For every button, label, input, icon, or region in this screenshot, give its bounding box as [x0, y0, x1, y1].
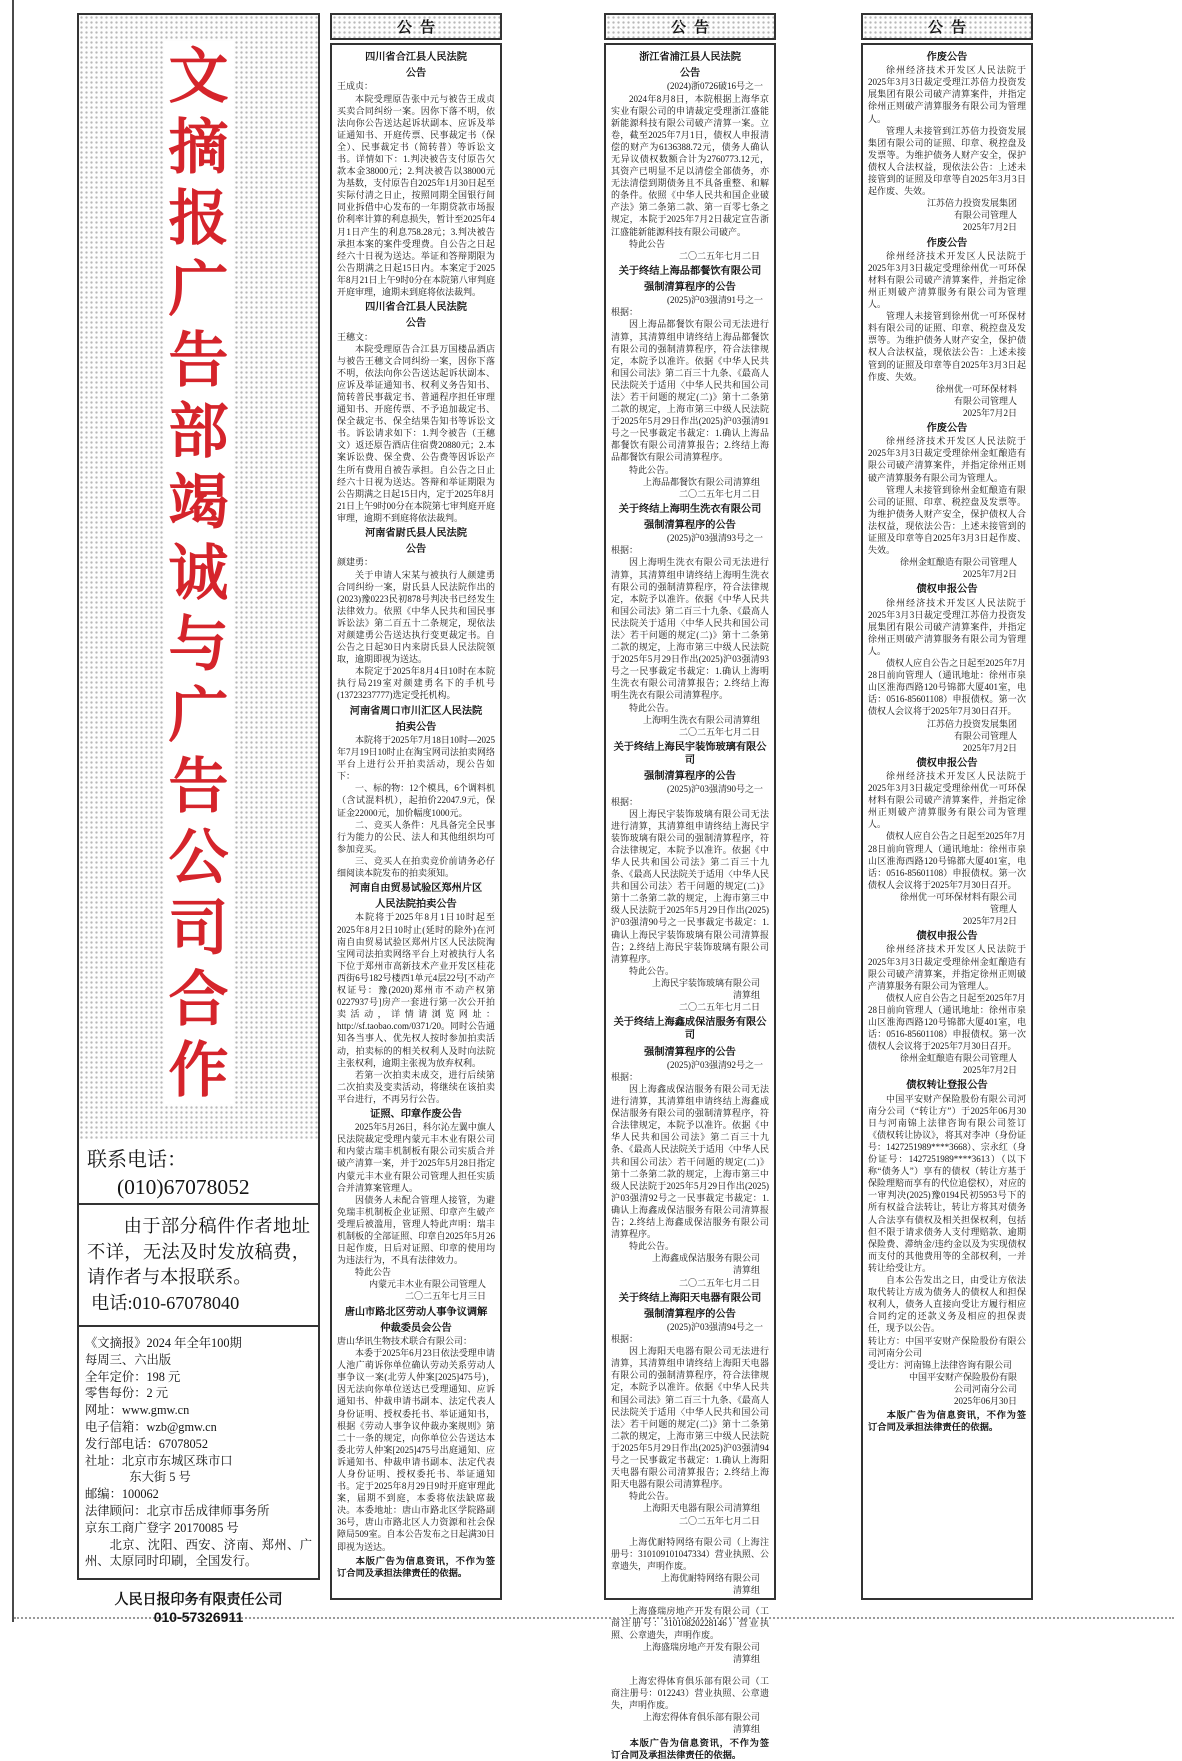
notice-title: 债权转让登报公告: [906, 1080, 988, 1092]
notice-signature: 公司河南分公司: [953, 1383, 1017, 1394]
page-edge-rule: [12, 0, 14, 1622]
halftone-panel: [79, 15, 318, 1139]
sidebar-slogan-char: 竭: [164, 467, 234, 538]
notice-paragraph: 本院将于2025年8月1日10时起至2025年8月2日10时止(延时的除外)在河南自由贸易试验区郑州片区人民法院淘宝网司法拍卖网络平台上对被执行人名下位于郑州市高新技术产业开发区桂花西街6号182号楼西1单元4层22号[不动产权证号：豫(2020)郑州市不动产权第0227937号]房产一套进行第一次公开拍卖活动，详情请浏览网址：http://sf.taobao.com/0371/20。同时公告通知各当事人、优先权人按时参加拍卖活动，拍卖标的的相关权利人及时向法院主张权利，逾期主张视为放弃权利。: [337, 912, 495, 1068]
author-notice-text: 由于部分稿件作者地址不详，无法及时发放稿费，请作者与本报联系。: [87, 1216, 310, 1287]
notice-paragraph: 2025年5月26日，科尔沁左翼中旗人民法院裁定受理内蒙元丰木业有限公司和内蒙古瑞丰机制板有限公司实质合并破产清算一案，并于2025年5月28日指定内蒙元丰木业有限公司管理人担任实质合并清算案管理人。: [337, 1122, 495, 1193]
notice-signature: 上海优耐特网络有限公司: [660, 1572, 760, 1583]
notice-paragraph: 管理人未接管到徐州优一可环保材料有限公司的证照、印章、税控盘及发票等。为维护债务人财产安全，保护债权人合法权益，现依法公告：上述未接管到的证照及印章等自2025年3月3日起作废、失效。: [868, 311, 1026, 382]
notice-paragraph: 一、标的物：12个模具，6个调料机（含试混料机），起拍价22047.9元，保证金22000元，加价幅度1000元。: [337, 783, 495, 818]
notice-paragraph: 特此公告。: [629, 965, 675, 976]
notice-paragraph: 本院受理原告合江县万国楼品酒店与被告王穗文合同纠纷一案，因你下落不明，依法向你公告送达起诉状副本、应诉及举证通知书、权利义务告知书、简转普民事裁定书、普通程序担任审理通知书、开庭传票、不予追加裁定书、保全裁定书、保全结果告知书等诉讼文书。诉讼请求如下：1.判令被告（王穗文）返还原告酒店住宿费20880元；2.本案诉讼费、保全费、公告费等因诉讼产生所有费用自被告承担。自公告之日止经六十日视为送达。答辩和举证期限为公告期满之日起15日内，定于2025年8月21日上午9时00分在本院第七审判庭开庭审理，逾期不到庭将依法裁判。: [337, 343, 495, 523]
notice-title: 债权申报公告: [916, 757, 978, 769]
sidebar-contact: [79, 1139, 318, 1201]
contact-phone: (010)67078052: [117, 1175, 250, 1199]
notice-title: 关于终结上海明生洗衣有限公司: [618, 503, 762, 515]
notice-docket: (2025)沪03强清91号之一: [667, 295, 763, 306]
column-content: [330, 43, 502, 1600]
column-content: [861, 43, 1033, 1600]
notice-paragraph: 因上海明生洗衣有限公司无法进行清算，其清算组申请终结上海明生洗衣有限公司的强制清算程序，符合法律规定，本院予以准许。依据《中华人民共和国公司法》第二百三十九条、《最高人民法院关于适用〈中华人民共和国公司法〉若干问题的规定(二)》第十二条第二款的规定，上海市第三中级人民法院于2025年5月29日作出(2025)沪03强清93号之一民事裁定书裁定：1.确认上海明生洗衣有限公司清算报告；2.终结上海明生洗衣有限公司清算程序。: [611, 557, 769, 701]
notice-gap: [611, 1666, 769, 1675]
contact-label: 联系电话：: [87, 1149, 187, 1171]
notice-paragraph: 唐山华讯生物技术联合有限公司：: [337, 1335, 473, 1346]
notice: [337, 705, 495, 880]
notice-title: 公告: [405, 544, 427, 556]
sidebar-slogan: [79, 41, 318, 1106]
printer-phone: 010-57326911: [153, 1609, 244, 1626]
notice-paragraph: 上海宏得体育俱乐部有限公司（工商注册号：012243）营业执照、公章遗失，声明作废。: [611, 1675, 769, 1710]
notice-paragraph: 徐州经济技术开发区人民法院于2025年3月3日裁定受理江苏倍力投资发展集团有限公司破产清算案件，并指定徐州正则破产清算服务有限公司为管理人。: [868, 597, 1026, 656]
notice: [868, 422, 1026, 580]
masthead-line: 零售每份：2 元: [85, 1386, 169, 1401]
sidebar-slogan-char: 广: [164, 680, 234, 751]
sidebar-slogan-char: 告: [164, 751, 234, 822]
notice-paragraph: 本院受理原告张中元与被告王成贞买卖合同纠纷一案。因你下落不明，依法向你公告送达起诉状副本、应诉及举证通知书、开庭传票、民事裁定书（保全）、民事裁定书（简转普）等诉讼文书。详情如下：1.判决被告支付原告欠款本金38000元；2.判决被告以38000元为基数，支付原告自2025年1月30日起至实际付清之日止，按照同期全国银行间同业拆借中心发布的一年期贷款市场报价利率计算的利息损失，暂计至2025年4月1日产生的利息758.28元；3.判决被告承担本案的案件受理费。自公告之日起经六十日视为送达。举证和答辩期限为公告期满之日起15日内。本案定于2025年8月21日上午9时0分在本院第八审判庭开庭审理，逾期未到庭将依法裁判。: [337, 93, 495, 297]
notice-column-1: [330, 13, 502, 1600]
notice-paragraph: 关于申请人宋某与被执行人颜建勇合同纠纷一案，尉氏县人民法院作出的(2023)豫0223民初878号判决书已经发生法律效力。依照《中华人民共和国民事诉讼法》第二百五十二条规定，现依法对颜建勇公告送达执行变更裁定书。自公告之日起30日内来尉氏县人民法院领取，逾期即视为送达。: [337, 569, 495, 665]
notice: [868, 51, 1026, 234]
notice: [868, 1079, 1026, 1433]
notice-title: 强制清算程序的公告: [644, 1308, 736, 1320]
notice-paragraph: 2024年8月8日，本院根据上海华京实业有限公司的申请裁定受理浙江盛能新能源科技有限公司破产清算一案。立卷，截至2025年7月1日，债权人申报清偿的财产为6136388.72元，债务人确认无异议债权数额合计为2760773.12元，其资产已明显不足以清偿全部债务，亦无法清偿到期债务且不具备重整、和解的条件。依照《中华人民共和国企业破产法》第二条第二款、第一百零七条之规定，本院于2025年7月2日裁定宣告浙江盛能新能源科技有限公司破产。: [611, 93, 769, 237]
notice-signature: 二〇二五年七月三日: [404, 1291, 486, 1302]
notice: [337, 51, 495, 298]
notice-paragraph: 转让方：中国平安财产保险股份有限公司河南分公司: [868, 1335, 1026, 1358]
notice-signature: 2025年7月2日: [962, 569, 1017, 580]
sidebar-slogan-char: 公: [164, 822, 234, 893]
notice-title: 强制清算程序的公告: [644, 771, 736, 783]
notice-signature: 二〇二五年七月二日: [678, 1515, 760, 1526]
sidebar-slogan-char: 司: [164, 893, 234, 964]
notice: [611, 503, 769, 738]
notice-title: 四川省合江县人民法院: [365, 302, 467, 314]
notice-title: 关于终结上海民宇装饰玻璃有限公司: [613, 741, 767, 767]
notice-title: 浙江省浦江县人民法院: [639, 52, 741, 63]
masthead-line: 京东工商广登字 20170085 号: [85, 1520, 239, 1535]
notice: [868, 757, 1026, 927]
notice-title: 四川省合江县人民法院: [365, 52, 467, 63]
notice: [337, 1306, 495, 1579]
notice: [611, 265, 769, 500]
notice-title: 仲裁委员会公告: [380, 1322, 452, 1334]
masthead-line: 《文摘报》2024 年全年100期: [85, 1336, 242, 1350]
notice-title: 作废公告: [926, 237, 968, 249]
notice-title: 债权申报公告: [916, 584, 978, 596]
notice-signature: 内蒙元丰木业有限公司管理人: [368, 1279, 486, 1290]
sidebar-slogan-char: 告: [164, 325, 234, 396]
notice-title: 河南省周口市川汇区人民法院: [349, 705, 483, 717]
sidebar-slogan-char: 诚: [164, 538, 234, 609]
notice-signature: 2025年7月2日: [962, 407, 1017, 418]
notice-paragraph: 特此公告。: [629, 1491, 675, 1502]
notice-signature: 上海品都餐饮有限公司清算组: [642, 476, 760, 487]
notice-title: 唐山市路北区劳动人事争议调解: [344, 1306, 488, 1318]
printer-credit: [77, 1590, 320, 1626]
notice-paragraph: 债权人应自公告之日起至2025年7月28日前向管理人（通讯地址：徐州市泉山区淮海西路120号锦都大厦401室，电话：0516-85601108）申报债权。第一次债权人会议将于2025年7月30日召开。: [868, 658, 1026, 717]
notice: [868, 930, 1026, 1076]
notice: [611, 1536, 769, 1605]
notice-title: 债权申报公告: [916, 931, 978, 943]
notice-paragraph: 根据：: [611, 796, 639, 807]
notice-paragraph: 王成贞：: [337, 81, 374, 92]
notice-title: 河南省尉氏县人民法院: [365, 528, 467, 539]
notice-docket: (2025)沪03强清94号之一: [667, 1322, 763, 1332]
masthead-info-box: [77, 1325, 320, 1580]
masthead-line: 电子信箱：wzb@gmw.cn: [85, 1419, 217, 1434]
notice-paragraph: 本院定于2025年8月4日10时在本院执行局219室对颜建勇名下的手机号(13723237777)选定受托机构。: [337, 666, 495, 701]
notice-signature: 江苏倍力投资发展集团: [926, 718, 1017, 729]
notice-signature: 2025年06月30日: [953, 1395, 1017, 1406]
notice-title: 公告: [405, 318, 427, 330]
notice-paragraph: 颜建勇：: [337, 557, 374, 568]
notice-paragraph: 王穗文：: [337, 331, 374, 342]
notice-title: 关于终结上海鑫成保洁服务有限公司: [613, 1017, 767, 1042]
masthead-line: 北京、沈阳、西安、济南、郑州、广州、太原同时印刷，全国发行。: [85, 1537, 312, 1569]
notice-signature: 二〇二五年七月二日: [678, 1277, 760, 1288]
sidebar-slogan-char: 文: [164, 41, 234, 112]
notice-paragraph: 自本公告发出之日，由受让方依法取代转让方成为债务人的债权人和担保权利人，债务人直接向受让方履行相应合同约定的还款义务及相应的担保责任，现予以公告。: [868, 1275, 1026, 1334]
sidebar-slogan-char: 报: [164, 183, 234, 254]
notice-paragraph: 因债务人未配合管理人接管，为避免瑞丰机制板企业证照、印章产生破产受理后被滥用，管理人特此声明：瑞丰机制板的全部证照、印章自2025年5月26日起作废，日后对证照、印章的使用均为违法行为，不具有法律效力。: [337, 1194, 495, 1266]
notice-paragraph: 根据：: [611, 307, 639, 318]
masthead-line: 每周三、六出版: [85, 1352, 172, 1367]
notice: [611, 1292, 769, 1536]
notice-signature: 2025年7月2日: [962, 742, 1017, 753]
notice-docket: (2025)沪03强清92号之一: [667, 1059, 763, 1070]
notice-paragraph: 徐州经济技术开发区人民法院于2025年3月3日裁定受理徐州金虹酿造有限公司破产清算案，并指定徐州正则破产清算服务有限公司为管理人。: [868, 944, 1026, 991]
notice-paragraph: 中国平安财产保险股份有限公司河南分公司（“转让方”）于2025年06月30日与河南锦上法律咨询有限公司签订《债权转让协议》，将其对李冲（身份证号：1427251989****3668）、宗永红（身份证号：1427251989****3613）（以下称“债务人”）享有的债权（转让方基于保险理赔而享有的代位追偿权），对应的一审判决(2025)豫0194民初5953号下的所有权益合法转让，转让方将其对债务人合法享有债权及相关担保权利，包括但不限于请求债务人支付理赔款、逾期保险费、滞纳金/违约金以及为实现债权而支付的其他费用等的全部权利，一并转让给受让方。: [868, 1093, 1026, 1273]
notice-title: 强制清算程序的公告: [644, 282, 736, 294]
notice-docket: (2025)沪03强清90号之一: [667, 784, 763, 795]
notice: [611, 1016, 769, 1288]
sidebar-author-notice-box: [77, 1203, 320, 1327]
notice-title: 作废公告: [926, 52, 968, 63]
notice-signature: 清算组: [732, 1584, 760, 1595]
notice-signature: 徐州金虹酿造有限公司管理人: [899, 557, 1017, 568]
notice-title: 关于终结上海阳天电器有限公司: [618, 1292, 762, 1304]
notice-paragraph: 债权人应自公告之日起至2025年7月28日前向管理人（通讯地址：徐州市泉山区淮海西路120号锦都大厦401室，电话：0516-85601108）申报债权。第一次债权人会议将于2025年7月30日召开。: [868, 831, 1026, 890]
sidebar-slogan-char: 摘: [164, 112, 234, 183]
notice-paragraph: 特此公告: [629, 238, 666, 249]
notice-signature: 徐州金虹酿造有限公司管理人: [899, 1053, 1017, 1064]
masthead-line: 发行部电话：67078052: [85, 1436, 208, 1451]
notice-docket: (2025)沪03强清93号之一: [667, 533, 763, 544]
notice-paragraph: 特此公告。: [629, 464, 675, 475]
notice-paragraph: 本委于2025年6月23日依法受理申请人池广萌诉你单位确认劳动关系劳动人事争议一案(北劳人仲案[2025]475号)，因无法向你单位送达已受理通知、应诉通知书、仲裁申请书副本、法定代表人身份证明、授权委托书、举证通知书，根据《劳动人事争议仲裁办案规则》第二十一条的规定，向你单位公告送达本委北劳人仲案[2025]475号出庭通知、应诉通知书、仲裁申请书副本、法定代表人身份证明、授权委托书、举证通知书。定于2025年8月29日9时开庭审理此案，届期不到庭，本委将依法缺席裁决。本委地址：唐山市路北区学院路副36号，唐山市路北区人力资源和社会保障局509室。自本公告发布之日起满30日即视为送达。: [337, 1348, 495, 1552]
notice-paragraph: 特此公告。: [629, 702, 675, 713]
notice-paragraph: 徐州经济技术开发区人民法院于2025年3月3日裁定受理江苏倍力投资发展集团有限公司破产清算案件，并指定徐州正则破产清算服务有限公司为管理人。: [868, 65, 1026, 124]
notice-title: 公告: [405, 68, 427, 80]
notice-column-3: [861, 13, 1033, 1600]
author-notice-phone: 电话:010-67078040: [91, 1292, 240, 1313]
notice-paragraph: 根据：: [611, 1071, 639, 1082]
notice-paragraph: 若第一次拍卖未成交，进行后续第二次拍卖及变卖活动，将继续在该拍卖平台进行，不再另行公告。: [337, 1069, 495, 1104]
column-content: [604, 43, 776, 1761]
notice-paragraph: 根据：: [611, 1334, 639, 1345]
notice-title: 作废公告: [926, 423, 968, 435]
notice-signature: 江苏倍力投资发展集团: [926, 198, 1017, 209]
notice-signature: 清算组: [732, 1654, 760, 1665]
sidebar-slogan-box: [77, 13, 320, 1205]
notice-signature: 上海盛瑞房地产开发有限公司: [642, 1642, 760, 1653]
notice-signature: 二〇二五年七月二日: [678, 1002, 760, 1013]
notice-title: 强制清算程序的公告: [644, 1046, 736, 1058]
notice-signature: 有限公司管理人: [953, 730, 1017, 741]
notice-title: 公告: [679, 68, 701, 80]
notice: [868, 237, 1026, 420]
notice-signature: 2025年7月2日: [962, 1065, 1017, 1076]
left-sidebar: [77, 13, 320, 1626]
notice-paragraph: 因上海品都餐饮有限公司无法进行清算，其清算组申请终结上海品都餐饮有限公司的强制清算程序，符合法律规定，本院予以准许。依据《中华人民共和国公司法》第二百三十九条、《最高人民法院关于适用〈中华人民共和国公司法〉若干问题的规定(二)》第十二条第二款的规定，上海市第三中级人民法院于2025年5月29日作出(2025)沪03强清91号之一民事裁定书裁定：1.确认上海品都餐饮有限公司清算报告；2.终结上海品都餐饮有限公司清算程序。: [611, 319, 769, 463]
notice-signature: 二〇二五年七月二日: [678, 488, 760, 499]
notice-paragraph: 二、竞买人条件：凡具备完全民事行为能力的公民、法人和其他组织均可参加竞买。: [337, 819, 495, 854]
notice-docket: (2024)浙0726破16号之一: [667, 81, 763, 92]
notice-paragraph: 上海优耐特网络有限公司（上海注册号：310109101047334）营业执照、公章遗失，声明作废。: [611, 1536, 769, 1571]
masthead-line: 东大街 5 号: [129, 1470, 191, 1485]
notice-gap: [611, 1596, 769, 1605]
notice-paragraph: 根据：: [611, 545, 639, 556]
sidebar-slogan-char: 作: [164, 1035, 234, 1106]
masthead-line: 全年定价：198 元: [85, 1369, 181, 1384]
notice-signature: 2025年7月2日: [962, 222, 1017, 233]
notice-signature: 清算组: [732, 1723, 760, 1734]
notice-paragraph: 特此公告: [355, 1267, 392, 1278]
sidebar-slogan-char: 与: [164, 609, 234, 680]
notice: [611, 741, 769, 1013]
notice: [337, 527, 495, 702]
column-header: 公告: [604, 13, 776, 40]
notice-title: 强制清算程序的公告: [644, 520, 736, 532]
notice-signature: 清算组: [732, 990, 760, 1001]
notice-title: 人民法院拍卖公告: [375, 899, 457, 911]
notice: [868, 583, 1026, 753]
notice-signature: 上海鑫成保洁服务有限公司: [651, 1253, 760, 1264]
notice-paragraph: 因上海阳天电器有限公司无法进行清算，其清算组申请终结上海阳天电器有限公司的强制清算程序，符合法律规定，本院予以准许。依据《中华人民共和国公司法》第二百三十九条、《最高人民法院关于适用〈中华人民共和国公司法〉若干问题的规定(二)》第十二条第二款的规定，上海市第三中级人民法院于2025年5月29日作出(2025)沪03强清94号之一民事裁定书裁定：1.确认上海阳天电器有限公司清算报告；2.终结上海阳天电器有限公司清算程序。: [611, 1346, 769, 1490]
notice-disclaimer: 本版广告为信息资讯，不作为签订合同及承担法律责任的依据。: [337, 1555, 495, 1578]
printer-name: 人民日报印务有限责任公司: [114, 1591, 283, 1608]
notice: [611, 51, 769, 262]
column-header: 公告: [330, 13, 502, 40]
masthead-line: 法律顾问：北京市岳成律师事务所: [85, 1503, 270, 1518]
notice-signature: 徐州优一可环保材料有限公司: [899, 891, 1017, 902]
masthead-line: 网址：www.gmw.cn: [85, 1403, 190, 1418]
notice-signature: 二〇二五年七月二日: [678, 250, 760, 261]
notice-signature: 上海宏得体育俱乐部有限公司: [642, 1711, 760, 1722]
notice-paragraph: 徐州经济技术开发区人民法院于2025年3月3日裁定受理徐州金虹酿造有限公司破产清算案件，并指定徐州正则破产清算服务有限公司为管理人。: [868, 436, 1026, 483]
notice-paragraph: 管理人未接管到徐州金虹酿造有限公司的证照、印章、税控盘及发票等。为维护债务人财产安全，保护债权人合法权益，现依法公告：上述未接管到的证照及印章等自2025年3月3日起作废、失效。: [868, 484, 1026, 556]
notice-signature: 清算组: [732, 1265, 760, 1276]
notice-gap: [611, 1527, 769, 1536]
notice: [337, 301, 495, 524]
notice-signature: 管理人: [989, 904, 1017, 915]
notice-signature: 中国平安财产保险股份有限: [908, 1371, 1017, 1382]
notice-title: 河南自由贸易试验区郑州片区: [349, 883, 483, 895]
notice-signature: 上海阳天电器有限公司清算组: [642, 1503, 760, 1514]
notice-signature: 上海民宇装饰玻璃有限公司: [651, 977, 760, 988]
notice-paragraph: 债权人应自公告之日起至2025年7月28日前向管理人（通讯地址：徐州市泉山区淮海西路120号锦都大厦401室，电话：0516-85601108）申报债权。第一次债权人会议将于2025年7月30日召开。: [868, 992, 1026, 1052]
notice-disclaimer: 本版广告为信息资讯，不作为签订合同及承担法律责任的依据。: [868, 1410, 1026, 1433]
notice-paragraph: 因上海民宇装饰玻璃有限公司无法进行清算，其清算组申请终结上海民宇装饰玻璃有限公司的强制清算程序，符合法律规定，本院予以准许。依据《中华人民共和国公司法》第二百三十九条、《最高人民法院关于适用〈中华人民共和国公司法〉若干问题的规定(二)》第十二条第二款的规定，上海市第三中级人民法院于2025年5月29日作出(2025)沪03强清90号之一民事裁定书裁定：1.确认上海民宇装饰玻璃有限公司清算报告；2.终结上海民宇装饰玻璃有限公司清算程序。: [611, 808, 769, 964]
notice-paragraph: 特此公告。: [629, 1241, 675, 1252]
notice-paragraph: 受让方：河南锦上法律咨询有限公司: [868, 1359, 1013, 1370]
notice-signature: 上海明生洗衣有限公司清算组: [642, 714, 760, 725]
notice-signature: 二〇二五年七月二日: [678, 726, 760, 737]
notice-paragraph: 本院将于2025年7月18日10时—2025年7月19日10时止在淘宝网司法拍卖网络平台上进行公开拍卖活动，现公告如下：: [337, 734, 495, 782]
notice-paragraph: 三、竞买人在拍卖竞价前请务必仔细阅读本院发布的拍卖须知。: [337, 855, 495, 878]
notice-signature: 有限公司管理人: [953, 210, 1017, 221]
notice-signature: 有限公司管理人: [953, 395, 1017, 406]
notice-signature: 徐州优一可环保材料: [935, 383, 1017, 394]
column-header: 公告: [861, 13, 1033, 40]
notice: [611, 1675, 769, 1761]
sidebar-slogan-char: 广: [164, 254, 234, 325]
notice: [611, 1605, 769, 1674]
sidebar-slogan-char: 部: [164, 396, 234, 467]
notice-disclaimer: 本版广告为信息资讯，不作为签订合同及承担法律责任的依据。: [611, 1738, 769, 1761]
notice-signature: 2025年7月2日: [962, 916, 1017, 927]
notice-paragraph: 徐州经济技术开发区人民法院于2025年3月3日裁定受理徐州优一可环保材料有限公司破产清算案件，并指定徐州正则破产清算服务有限公司为管理人。: [868, 770, 1026, 830]
notice-paragraph: 上海盛瑞房地产开发有限公司（工商注册号：31010820228146）营业执照、公章遗失，声明作废。: [611, 1606, 769, 1641]
notice-title: 证照、印章作废公告: [370, 1108, 462, 1120]
notice-column-2: [604, 13, 776, 1761]
notice-paragraph: 因上海鑫成保洁服务有限公司无法进行清算，其清算组申请终结上海鑫成保洁服务有限公司的强制清算程序，符合法律规定，本院予以准许。依据《中华人民共和国公司法》第二百三十九条、《最高人民法院关于适用〈中华人民共和国公司法〉若干问题的规定(二)》第十二条第二款的规定，上海市第三中级人民法院于2025年5月29日作出(2025)沪03强清92号之一民事裁定书裁定：1.确认上海鑫成保洁服务有限公司清算报告；2.终结上海鑫成保洁服务有限公司清算程序。: [611, 1084, 769, 1240]
notice: [337, 1108, 495, 1303]
notice-title: 关于终结上海品都餐饮有限公司: [618, 265, 762, 277]
notice-paragraph: 管理人未接管到江苏倍力投资发展集团有限公司的证照、印章、税控盘及发票等。为维护债务人财产安全，保护债权人合法权益，现依法公告：上述未接管到的证照及印章等自2025年3月3日起作废、失效。: [868, 125, 1026, 197]
notice-title: 拍卖公告: [395, 721, 437, 733]
masthead-line: 社址：北京市东城区珠市口: [85, 1453, 233, 1468]
notice: [337, 882, 495, 1105]
sidebar-slogan-char: 合: [164, 964, 234, 1035]
masthead-line: 邮编：100062: [85, 1487, 159, 1502]
notice-paragraph: 徐州经济技术开发区人民法院于2025年3月3日裁定受理徐州优一可环保材料有限公司破产清算案件，并指定徐州正则破产清算服务有限公司为管理人。: [868, 250, 1026, 310]
